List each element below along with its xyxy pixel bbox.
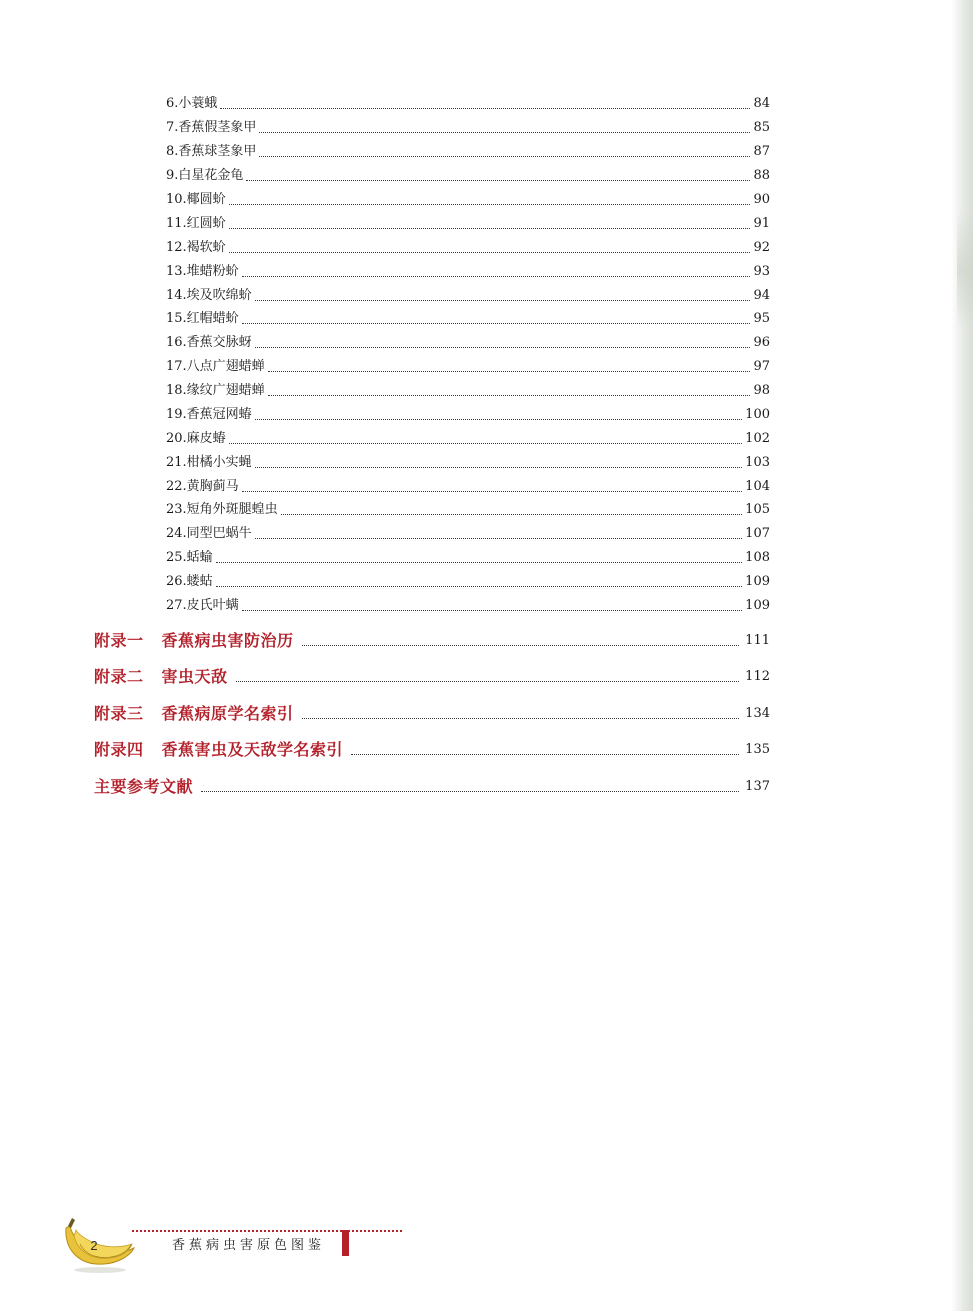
dot-leader <box>255 347 751 348</box>
toc-entry-label: 27.皮氏叶螨 <box>166 598 239 613</box>
appendix-page: 111 <box>745 633 770 648</box>
page-footer <box>60 1214 360 1276</box>
toc-entry-page: 109 <box>745 598 770 613</box>
dot-leader <box>229 443 742 444</box>
toc-entry[interactable] <box>166 500 770 520</box>
dot-leader <box>259 156 750 157</box>
appendix-number: 附录一 <box>94 631 144 650</box>
appendix-entry[interactable] <box>94 739 770 761</box>
toc-entry-page: 88 <box>753 168 770 183</box>
dot-leader <box>242 323 751 324</box>
toc-entry[interactable] <box>166 238 770 258</box>
appendix-entry[interactable] <box>94 703 770 725</box>
toc-entry-page: 87 <box>753 144 770 159</box>
toc-entry-label: 15.红帽蜡蚧 <box>166 311 239 326</box>
toc-entry-label: 12.褐软蚧 <box>166 240 226 255</box>
dot-leader <box>302 718 740 719</box>
toc-entry[interactable] <box>166 214 770 234</box>
edge-band <box>957 210 973 330</box>
toc-entry-label: 23.短角外斑腿蝗虫 <box>166 502 278 517</box>
toc-entry-page: 85 <box>753 120 770 135</box>
toc-entry-page: 93 <box>753 264 770 279</box>
toc-entry-label: 13.堆蜡粉蚧 <box>166 264 239 279</box>
toc-entry[interactable] <box>166 357 770 377</box>
toc-entry[interactable] <box>166 477 770 497</box>
toc-entry-page: 100 <box>745 407 770 422</box>
toc-entry-page: 109 <box>745 574 770 589</box>
running-book-title: 香蕉病虫害原色图鉴 <box>172 1238 326 1253</box>
appendix-entry[interactable] <box>94 630 770 652</box>
dot-leader <box>216 586 742 587</box>
toc-entry[interactable] <box>166 309 770 329</box>
toc-entry-label: 19.香蕉冠网蝽 <box>166 407 252 422</box>
dot-leader <box>281 514 742 515</box>
toc-entry-label: 18.缘纹广翅蜡蝉 <box>166 383 265 398</box>
appendix-label <box>94 630 294 652</box>
toc-entry-label: 7.香蕉假茎象甲 <box>166 120 257 135</box>
toc-entry-page: 102 <box>745 431 770 446</box>
toc-entry[interactable] <box>166 381 770 401</box>
toc-entry-label: 9.白星花金龟 <box>166 168 244 183</box>
toc-entry-label: 8.香蕉球茎象甲 <box>166 144 257 159</box>
toc-entry-label: 14.埃及吹绵蚧 <box>166 288 252 303</box>
dot-leader <box>255 419 742 420</box>
appendix-label <box>94 703 294 725</box>
toc-entry[interactable] <box>166 524 770 544</box>
dot-leader <box>216 562 742 563</box>
page-edge-shadow <box>951 0 973 1311</box>
toc-entry[interactable] <box>166 166 770 186</box>
appendix-number: 附录二 <box>94 667 144 686</box>
toc-entry-page: 97 <box>753 359 770 374</box>
toc-entry-page: 96 <box>753 335 770 350</box>
toc-entry-label: 6.小蓑蛾 <box>166 96 218 111</box>
appendix-entry[interactable] <box>94 666 770 688</box>
toc-entry-label: 21.柑橘小实蝇 <box>166 455 252 470</box>
toc-entry-page: 84 <box>753 96 770 111</box>
appendix-title: 香蕉害虫及天敌学名索引 <box>161 740 344 759</box>
dot-leader <box>268 371 751 372</box>
appendix-number: 附录四 <box>94 740 144 759</box>
dot-leader <box>236 681 740 682</box>
toc-entry-label: 20.麻皮蝽 <box>166 431 226 446</box>
dot-leader <box>201 791 739 792</box>
toc-entry[interactable] <box>166 118 770 138</box>
toc-entry-page: 98 <box>753 383 770 398</box>
references-page: 137 <box>745 779 770 794</box>
toc-entry[interactable] <box>166 453 770 473</box>
toc-entry-page: 91 <box>753 216 770 231</box>
appendix-number: 附录三 <box>94 704 144 723</box>
toc-entry-page: 104 <box>745 479 770 494</box>
dot-leader <box>242 610 742 611</box>
toc-entry[interactable] <box>166 548 770 568</box>
toc-entry-page: 105 <box>745 502 770 517</box>
footer-dotted-rule <box>132 1230 402 1232</box>
dot-leader <box>302 645 740 646</box>
references-label: 主要参考文献 <box>94 777 194 796</box>
toc-entry-label: 11.红圆蚧 <box>166 216 226 231</box>
appendix-page: 135 <box>745 742 770 757</box>
dot-leader <box>259 132 750 133</box>
dot-leader <box>268 395 751 396</box>
toc-entry-page: 95 <box>753 311 770 326</box>
toc-entry-page: 90 <box>753 192 770 207</box>
appendix-label <box>94 739 343 761</box>
toc-entry-page: 94 <box>753 288 770 303</box>
dot-leader <box>229 228 751 229</box>
dot-leader <box>229 204 751 205</box>
toc-entry[interactable] <box>166 333 770 353</box>
dot-leader <box>242 491 742 492</box>
toc-entry[interactable] <box>166 190 770 210</box>
toc-entry-label: 25.蛞蝓 <box>166 550 213 565</box>
toc-entry[interactable] <box>166 286 770 306</box>
dot-leader <box>220 108 750 109</box>
toc-entry-label: 26.蝼蛄 <box>166 574 213 589</box>
appendix-title: 害虫天敌 <box>161 667 228 686</box>
toc-entry[interactable] <box>166 94 770 114</box>
dot-leader <box>255 538 742 539</box>
toc-entry[interactable] <box>166 262 770 282</box>
toc-entry[interactable] <box>166 429 770 449</box>
appendix-page: 134 <box>745 706 770 721</box>
appendix-page: 112 <box>745 669 770 684</box>
dot-leader <box>242 276 751 277</box>
footer-accent-bar <box>342 1230 349 1256</box>
toc-entry[interactable] <box>166 596 770 616</box>
toc-entry-page: 103 <box>745 455 770 470</box>
references-entry[interactable] <box>94 776 770 798</box>
dot-leader <box>246 180 750 181</box>
toc-entry-label: 22.黄胸蓟马 <box>166 479 239 494</box>
dot-leader <box>255 300 751 301</box>
page-number: 2 <box>90 1238 98 1253</box>
toc-entry[interactable] <box>166 405 770 425</box>
appendix-label <box>94 666 228 688</box>
dot-leader <box>255 467 742 468</box>
toc-entry-page: 108 <box>745 550 770 565</box>
toc-entry-label: 10.椰圆蚧 <box>166 192 226 207</box>
toc-entry-label: 17.八点广翅蜡蝉 <box>166 359 265 374</box>
toc-entry[interactable] <box>166 572 770 592</box>
toc-entry-label: 24.同型巴蜗牛 <box>166 526 252 541</box>
toc-entry-page: 92 <box>753 240 770 255</box>
toc-entry-page: 107 <box>745 526 770 541</box>
appendix-title: 香蕉病虫害防治历 <box>161 631 294 650</box>
toc-entry[interactable] <box>166 142 770 162</box>
dot-leader <box>229 252 751 253</box>
toc-entry-label: 16.香蕉交脉蚜 <box>166 335 252 350</box>
appendix-title: 香蕉病原学名索引 <box>161 704 294 723</box>
dot-leader <box>351 754 739 755</box>
